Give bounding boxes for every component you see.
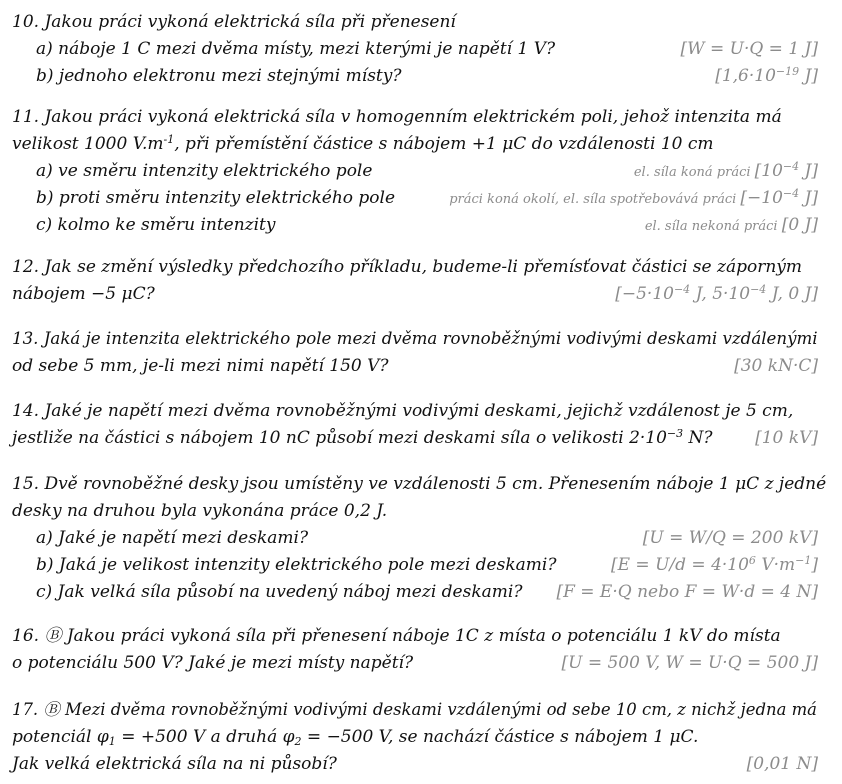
problem-15c: c) Jak velká síla působí na uvedený náboj mezi deskami? [F = E·Q nebo F = W·d = 4 N] bbox=[0, 579, 842, 605]
answer: práci koná okolí, el. síla spotřebovává práci [$-10^{-4}$ J] bbox=[449, 187, 818, 208]
problem-11c: c) kolmo ke směru intenzity el. síla nekoná práci [0 J] bbox=[0, 212, 842, 238]
problem-12-question: 12. Jak se změní výsledky předchozího příkladu, budeme-li přemísťovat částici se záporným bbox=[12, 257, 803, 277]
problem-16-question: 16. Ⓑ Jakou práci vykoná síla při přenesení náboje 1C z místa o potenciálu 1 kV do místa bbox=[12, 626, 781, 646]
answer: [$-5\cdot 10^{-4}$ J, $5\cdot 10^{-4}$ J, 0 J] bbox=[615, 283, 818, 304]
problem-17-question-cont: potenciál $\varphi_1 = +500$ V a druhá $\varphi_2 = -500$ V, se nachází částice s nábojem 1 μC. bbox=[12, 727, 699, 748]
answer: el. síla koná práci [$10^{-4}$ J] bbox=[633, 160, 818, 181]
problem-14-question-cont: jestliže na částici s nábojem 10 nC působí mezi deskami síla o velikosti $2\cdot 10^{-3}$ N? [10 kV] bbox=[0, 425, 842, 451]
problem-13-question: 13. Jaká je intenzita elektrického pole mezi dvěma rovnoběžnými vodivými deskami vzdálenými bbox=[12, 329, 818, 348]
answer: [W = U·Q = 1 J] bbox=[680, 39, 818, 59]
problem-15-question-cont: desky na druhou byla vykonána práce 0,2 J. bbox=[12, 501, 388, 521]
answer: [U = W/Q = 200 kV] bbox=[642, 528, 818, 548]
problem-16-question-cont: o potenciálu 500 V? Jaké je mezi místy napětí? [U = 500 V, W = U·Q = 500 J] bbox=[0, 650, 842, 676]
problem-15-question: 15. Dvě rovnoběžné desky jsou umístěny ve vzdálenosti 5 cm. Přenesením náboje 1 μC z jedné bbox=[12, 474, 827, 494]
problem-14-question: 14. Jaké je napětí mezi dvěma rovnoběžnými vodivými deskami, jejichž vzdálenost je 5 cm, bbox=[12, 401, 794, 421]
answer: [F = E·Q nebo F = W·d = 4 N] bbox=[556, 582, 818, 602]
problem-11-question-cont: velikost 1000 $V.m^{-1}$, při přemístění částice s nábojem +1 μC do vzdálenosti 10 cm bbox=[12, 133, 714, 154]
problem-11-question: 11. Jakou práci vykoná elektrická síla v homogenním elektrickém poli, jehož intenzita má bbox=[12, 107, 782, 127]
answer: el. síla nekoná práci [0 J] bbox=[644, 215, 818, 235]
problem-17-question-end: Jak velká elektrická síla na ni působí? [0,01 N] bbox=[0, 751, 842, 777]
answer: [$E = U/d = 4\cdot 10^6$ $V\cdot m^{-1}$] bbox=[610, 554, 818, 575]
problem-15a: a) Jaké je napětí mezi deskami? [U = W/Q = 200 kV] bbox=[0, 525, 842, 551]
problem-11a: a) ve směru intenzity elektrického pole el. síla koná práci [$10^{-4}$ J] bbox=[0, 158, 842, 184]
problem-10a: a) náboje 1 C mezi dvěma místy, mezi kterými je napětí 1 V? [W = U·Q = 1 J] bbox=[0, 36, 842, 62]
answer: [$1,6\cdot 10^{-19}$ J] bbox=[715, 65, 818, 86]
problem-15b: b) Jaká je velikost intenzity elektrického pole mezi deskami? [$E = U/d = 4\cdot 10^6$ $V\cdot m^{-1}$] bbox=[0, 552, 842, 578]
answer: [0,01 N] bbox=[746, 754, 818, 774]
problem-10-question: 10. Jakou práci vykoná elektrická síla při přenesení bbox=[12, 12, 456, 32]
answer: [U = 500 V, W = U·Q = 500 J] bbox=[561, 653, 818, 673]
answer: [30 kN·C] bbox=[734, 356, 818, 376]
problem-10b: b) jednoho elektronu mezi stejnými místy? [$1,6\cdot 10^{-19}$ J] bbox=[0, 63, 842, 89]
problem-17-question: 17. Ⓑ Mezi dvěma rovnoběžnými vodivými deskami vzdálenými od sebe 10 cm, z nichž jedna má bbox=[12, 700, 817, 719]
answer: [10 kV] bbox=[755, 428, 818, 448]
problem-11b: b) proti směru intenzity elektrického pole práci koná okolí, el. síla spotřebovává práci [$-10^{-4}$ J] bbox=[0, 185, 842, 211]
problem-12-question-cont: nábojem −5 μC? [$-5\cdot 10^{-4}$ J, $5\cdot 10^{-4}$ J, 0 J] bbox=[0, 281, 842, 307]
problem-13-question-cont: od sebe 5 mm, je-li mezi nimi napětí 150 V? [30 kN·C] bbox=[0, 353, 842, 379]
